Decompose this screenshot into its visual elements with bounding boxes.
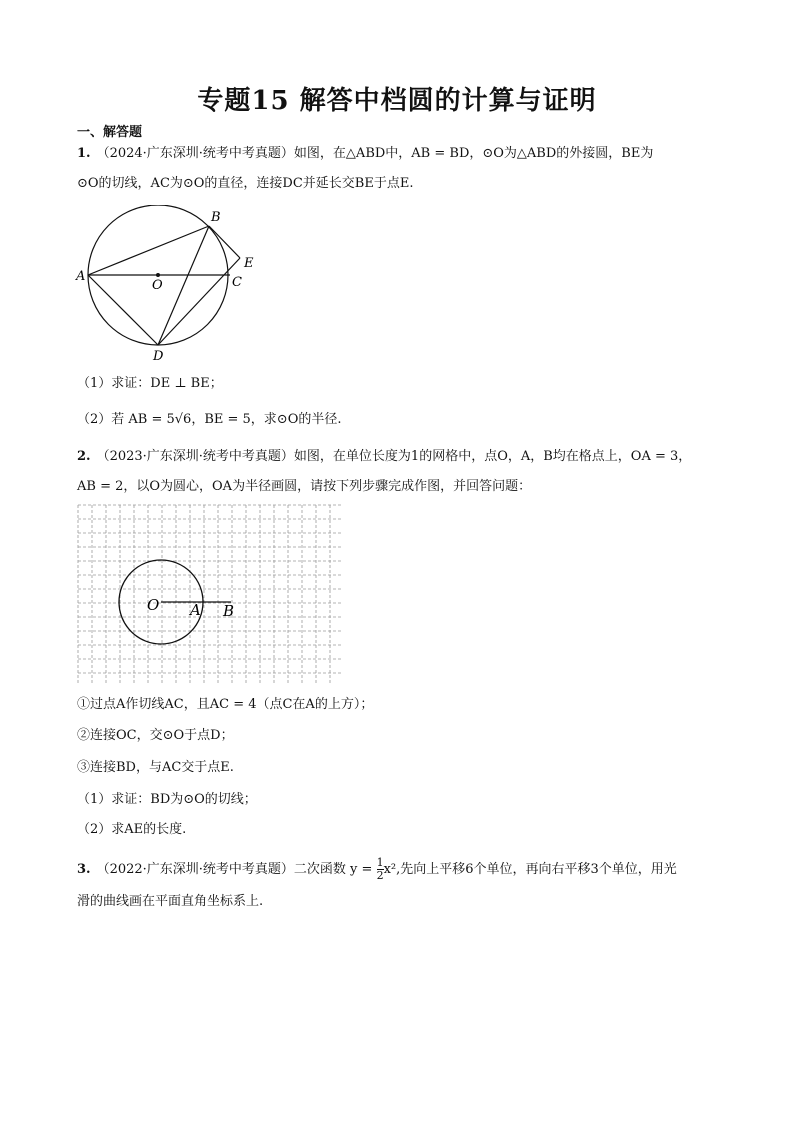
q2-number: 2.	[77, 449, 91, 464]
q3-line1	[77, 857, 677, 882]
page-title: 专题15 解答中档圆的计算与证明	[197, 86, 597, 116]
q1-sub1: （1）求证：DE ⊥ BE；	[77, 376, 223, 391]
q1-text-1: （2024·广东深圳·统考中考真题）如图，在△ABD中，AB = BD，⊙O为△ABD的外接圆，BE为	[96, 146, 654, 161]
q2-text-1: （2023·广东深圳·统考中考真题）如图，在单位长度为1的网格中，点O，A，B均在格点上，OA = 3，	[96, 449, 692, 464]
q1-sub2: （2）若 AB = 5√6，BE = 5，求⊙O的半径.	[77, 412, 342, 427]
q2-grid-figure	[77, 504, 345, 686]
label-o: O	[152, 278, 163, 293]
q1-line2: ⊙O的切线，AC为⊙O的直径，连接DC并延长交BE于点E.	[77, 176, 414, 191]
label-o-2: O	[147, 596, 160, 614]
q2-sub2: （2）求AE的长度.	[77, 822, 187, 837]
q2-line2: AB = 2，以O为圆心，OA为半径画圆，请按下列步骤完成作图，并回答问题：	[77, 479, 532, 494]
q2-line1	[77, 448, 691, 466]
label-e: E	[244, 256, 254, 271]
label-b: B	[211, 210, 221, 225]
section-heading: 一、解答题	[77, 125, 143, 140]
frac-denominator: 2	[376, 869, 384, 882]
q3-line2: 滑的曲线画在平面直角坐标系上.	[77, 894, 264, 909]
q2-sub1: （1）求证：BD为⊙O的切线；	[77, 792, 257, 807]
q2-step2: ②连接OC，交⊙O于点D；	[77, 728, 234, 743]
grid-lines	[78, 505, 343, 684]
q3-text-1a: （2022·广东深圳·统考中考真题）二次函数 y =	[96, 862, 373, 877]
q1-number: 1.	[77, 146, 91, 161]
q3-number: 3.	[77, 862, 91, 877]
q1-circle-figure	[70, 205, 270, 365]
q1-line1	[77, 145, 653, 163]
label-c: C	[232, 275, 242, 290]
label-d: D	[153, 349, 164, 364]
fraction-one-half	[377, 857, 384, 882]
q2-step3: ③连接BD，与AC交于点E.	[77, 760, 234, 775]
frac-numerator: 1	[376, 856, 384, 869]
center-dot	[156, 273, 160, 277]
label-a: A	[76, 269, 86, 284]
label-a-2: A	[190, 601, 201, 619]
q2-step1: ①过点A作切线AC，且AC = 4（点C在A的上方）；	[77, 697, 374, 712]
label-b-2: B	[223, 602, 235, 620]
segment-ad	[88, 275, 158, 345]
q3-text-1b: x²,先向上平移6个单位，再向右平移3个单位，用光	[383, 862, 677, 877]
